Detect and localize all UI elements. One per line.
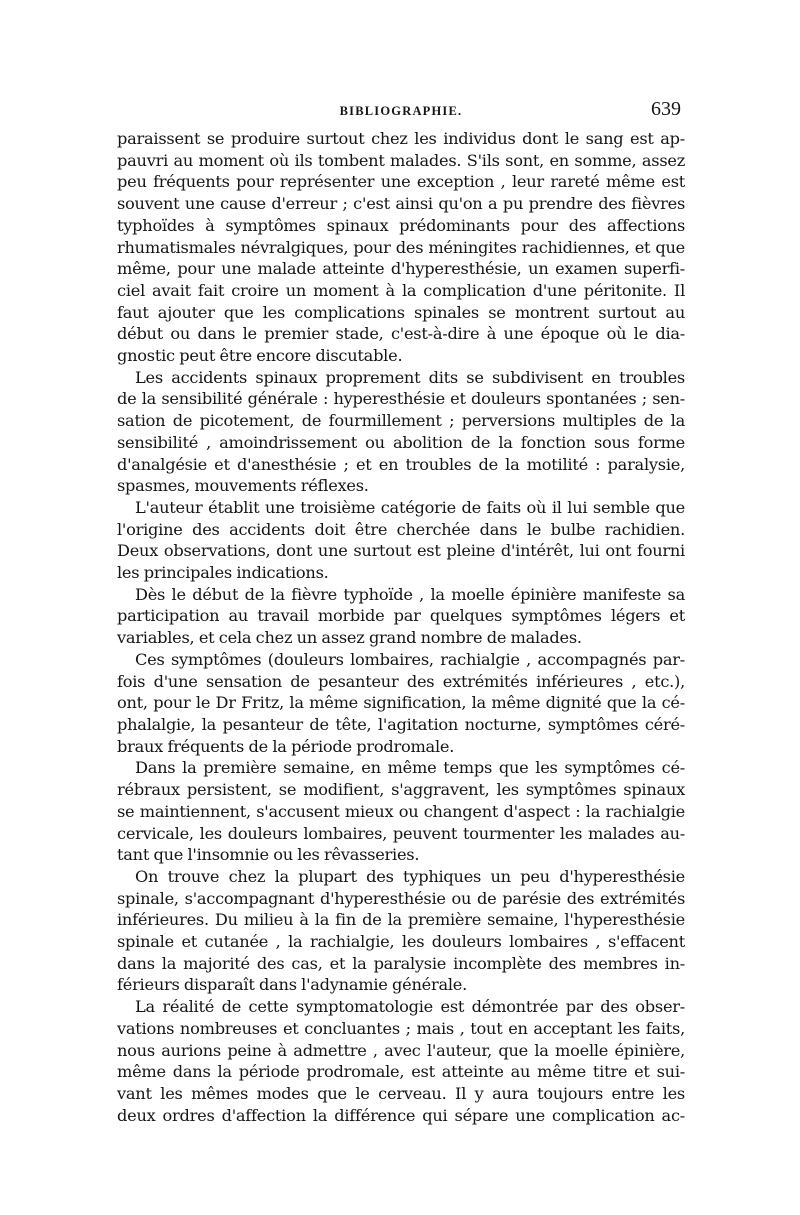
text-line: l'origine des accidents doit être cherchée dans le bulbe rachidien.: [117, 519, 685, 539]
text-line: dans la majorité des cas, et la paralysie incomplète des membres in-: [117, 953, 685, 973]
text-line: spinale et cutanée , la rachialgie, les douleurs lombaires , s'effacent: [117, 932, 685, 952]
text-line: même, pour une malade atteinte d'hyperesthésie, un examen superfi-: [117, 259, 685, 279]
text-line: d'analgésie et d'anesthésie ; et en troubles de la motilité : paralysie,: [117, 454, 685, 474]
text-line: paraissent se produire surtout chez les individus dont le sang est ap-: [117, 129, 685, 148]
text-line: participation au travail morbide par quelques symptômes légers et: [117, 606, 685, 626]
text-line: deux ordres d'affection la différence qui sépare une complication ac-: [117, 1105, 685, 1125]
text-line: Dans la première semaine, en même temps que les symptômes cé-: [135, 758, 685, 778]
text-line: typhoïdes à symptômes spinaux prédominants pour des affections: [117, 215, 685, 235]
text-line: La réalité de cette symptomatologie est démontrée par des obser-: [135, 997, 685, 1017]
text-line: de la sensibilité générale : hyperesthésie et douleurs spontanées ; sen-: [117, 389, 685, 409]
text-line: même dans la période prodromale, est atteinte au même titre et sui-: [117, 1062, 685, 1082]
text-line: variables, et cela chez un assez grand nombre de malades.: [117, 628, 582, 648]
text-line: fois d'une sensation de pesanteur des extrémités inférieures , etc.),: [117, 671, 685, 691]
text-line: phalalgie, la pesanteur de tête, l'agitation nocturne, symptômes céré-: [117, 714, 685, 734]
text-line: férieurs disparaît dans l'adynamie générale.: [117, 975, 468, 995]
text-line: rhumatismales névralgiques, pour des méningites rachidiennes, et que: [117, 237, 685, 257]
text-line: cervicale, les douleurs lombaires, peuvent tourmenter les malades au-: [117, 823, 685, 843]
text-line: nous aurions peine à admettre , avec l'auteur, que la moelle épinière,: [117, 1040, 685, 1060]
text-line: spasmes, mouvements réflexes.: [117, 476, 369, 496]
text-line: pauvri au moment où ils tombent malades. S'ils sont, en somme, assez: [117, 150, 685, 170]
text-line: sation de picotement, de fourmillement ; perversions multiples de la: [117, 411, 685, 431]
text-line: spinale, s'accompagnant d'hyperesthésie ou de parésie des extrémités: [117, 888, 685, 908]
text-line: rébraux persistent, se modifient, s'aggravent, les symptômes spinaux: [117, 780, 685, 800]
text-line: ciel avait fait croire un moment à la complication d'une péritonite. Il: [117, 280, 685, 300]
text-line: vant les mêmes modes que le cerveau. Il y aura toujours entre les: [117, 1083, 685, 1103]
text-line: Dès le début de la fièvre typhoïde , la moelle épinière manifeste sa: [135, 584, 685, 604]
text-line: inférieures. Du milieu à la fin de la première semaine, l'hyperesthésie: [117, 910, 685, 930]
text-line: gnostic peut être encore discutable.: [117, 346, 403, 366]
page-number: 639: [651, 98, 681, 120]
text-line: vations nombreuses et concluantes ; mais , tout en acceptant les faits,: [117, 1018, 685, 1038]
text-line: Deux observations, dont une surtout est pleine d'intérêt, lui ont fourni: [117, 541, 685, 561]
text-line: souvent une cause d'erreur ; c'est ainsi qu'on a pu prendre des fièvres: [117, 194, 685, 214]
text-line: On trouve chez la plupart des typhiques un peu d'hyperesthésie: [135, 866, 685, 886]
text-line: L'auteur établit une troisième catégorie de faits où il lui semble que: [135, 497, 685, 517]
book-page: [117, 98, 685, 1188]
text-line: sensibilité , amoindrissement ou abolition de la fonction sous forme: [117, 432, 685, 452]
text-line: tant que l'insomnie ou les rêvasseries.: [117, 845, 420, 865]
text-line: faut ajouter que les complications spinales se montrent surtout au: [117, 302, 685, 322]
page-header: [117, 98, 685, 124]
body-text: [117, 128, 685, 1126]
running-head: BIBLIOGRAPHIE.: [339, 104, 463, 118]
text-line: les principales indications.: [117, 563, 329, 583]
text-line: début ou dans le premier stade, c'est-à-dire à une époque où le dia-: [117, 324, 685, 344]
text-line: Ces symptômes (douleurs lombaires, rachialgie , accompagnés par-: [135, 649, 685, 669]
text-line: Les accidents spinaux proprement dits se subdivisent en troubles: [135, 367, 685, 387]
text-line: braux fréquents de la période prodromale.: [117, 736, 455, 756]
text-line: se maintiennent, s'accusent mieux ou changent d'aspect : la rachialgie: [117, 801, 685, 821]
text-line: peu fréquents pour représenter une exception , leur rareté même est: [117, 172, 685, 192]
text-line: ont, pour le Dr Fritz, la même signification, la même dignité que la cé-: [117, 693, 685, 713]
